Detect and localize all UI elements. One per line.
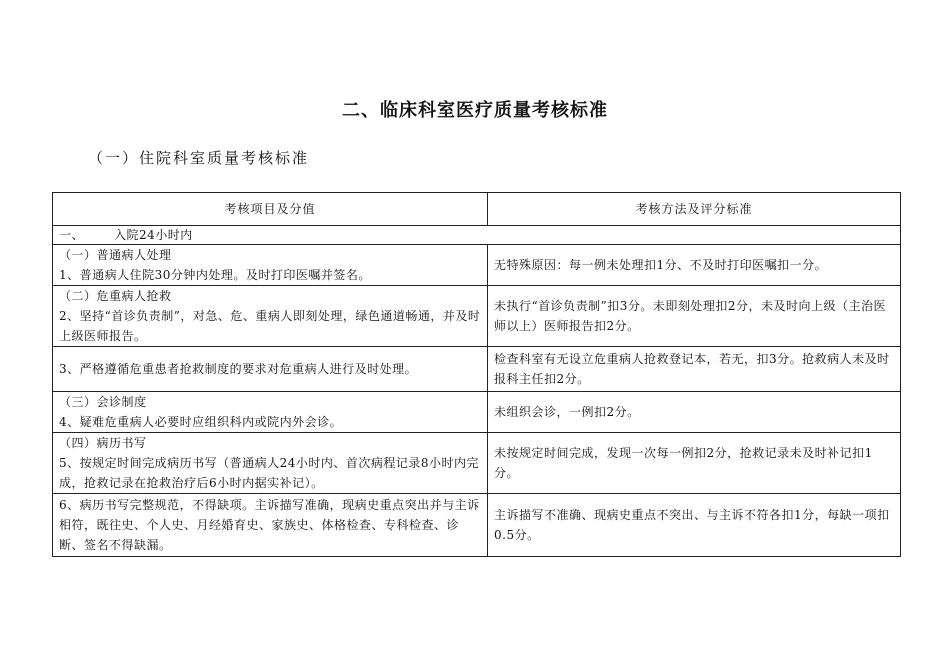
assessment-table	[52, 192, 901, 557]
item-cell	[53, 245, 488, 286]
method-cell	[488, 392, 901, 433]
item-cell	[53, 286, 488, 347]
section-number: 一、	[59, 228, 85, 242]
item-heading: （四）病历书写	[59, 436, 147, 450]
item-text: 4、疑难危重病人必要时应组织科内或院内外会诊。	[59, 415, 343, 429]
item-text: 6、病历书写完整规范，不得缺项。主诉描写准确，现病史重点突出并与主诉相符，既往史、个人史、月经婚育史、家族史、体格检查、专科检查、诊断、签名不得缺漏。	[59, 498, 480, 552]
item-cell	[53, 392, 488, 433]
item-text: 5、按规定时间完成病历书写（普通病人24小时内、首次病程记录8小时内完成，抢救记录在抢救治疗后6小时内据实补记）。	[59, 456, 480, 490]
method-text: 无特殊原因：每一例未处理扣1分、不及时打印医嘱扣一分。	[494, 258, 828, 272]
method-text: 未按规定时间完成，发现一次每一例扣2分，抢救记录未及时补记扣1分。	[494, 446, 873, 480]
section-cell	[53, 226, 901, 245]
item-heading: （一）普通病人处理	[59, 248, 172, 262]
item-cell	[53, 347, 488, 392]
item-heading: （二）危重病人抢救	[59, 289, 172, 303]
item-heading: （三）会诊制度	[59, 395, 147, 409]
table-row	[53, 347, 901, 392]
item-text: 1、普通病人住院30分钟内处理。及时打印医嘱并签名。	[59, 268, 371, 282]
table-row	[53, 245, 901, 286]
header-assessment-item: 考核项目及分值	[53, 193, 488, 226]
header-assessment-method: 考核方法及评分标准	[488, 193, 901, 226]
method-text: 未组织会诊，一例扣2分。	[494, 405, 640, 419]
method-cell	[488, 494, 901, 557]
method-cell	[488, 245, 901, 286]
table-row	[53, 392, 901, 433]
table-header-row	[53, 193, 901, 226]
section-label: 入院24小时内	[114, 228, 193, 242]
method-cell	[488, 286, 901, 347]
table-row	[53, 286, 901, 347]
item-cell	[53, 494, 488, 557]
table-row	[53, 433, 901, 494]
method-text: 未执行“首诊负责制”扣3分。未即刻处理扣2分，未及时向上级（主治医师以上）医师报告扣2分。	[494, 299, 887, 333]
method-text: 检查科室有无设立危重病人抢救登记本，若无，扣3分。抢救病人未及时报科主任扣2分。	[494, 352, 890, 386]
table-row	[53, 494, 901, 557]
method-cell	[488, 347, 901, 392]
section-row	[53, 226, 901, 245]
method-text: 主诉描写不准确、现病史重点不突出、与主诉不符各扣1分，每缺一项扣0.5分。	[494, 508, 890, 542]
item-text: 3、严格遵循危重患者抢救制度的要求对危重病人进行及时处理。	[59, 362, 418, 376]
method-cell	[488, 433, 901, 494]
item-text: 2、坚持“首诊负责制”，对急、危、重病人即刻处理，绿色通道畅通，并及时上级医师报告。	[59, 309, 481, 343]
document-subtitle: （一）住院科室质量考核标准	[88, 149, 310, 167]
item-cell	[53, 433, 488, 494]
document-title: 二、临床科室医疗质量考核标准	[342, 100, 608, 121]
